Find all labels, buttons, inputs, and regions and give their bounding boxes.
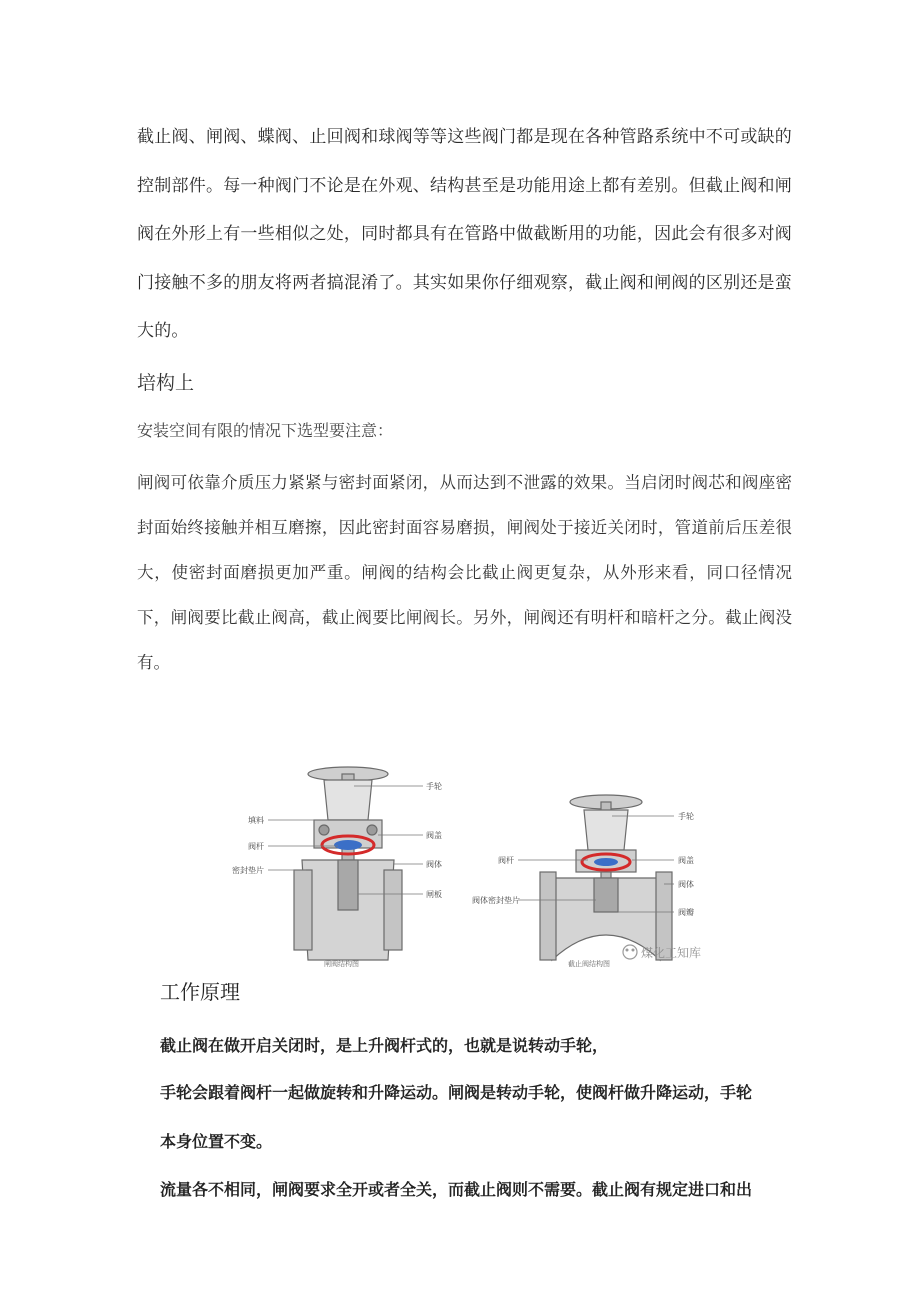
gate-valve-drawing <box>294 767 402 960</box>
work-principle-heading: 工作原理 <box>160 980 240 1004</box>
install-note: 安装空间有限的情况下选型要注意： <box>137 421 394 440</box>
gate-label-packing: 填料 <box>248 816 264 825</box>
gate-label-disc: 闸板 <box>426 890 442 899</box>
work-line-2: 手轮会跟着阀杆一起做旋转和升降运动。闸阀是转动手轮，使阀杆做升降运动，手轮 <box>160 1083 753 1102</box>
globe-label-disc-seal: 阀体密封垫片 <box>472 896 520 905</box>
valve-structure-figure <box>228 760 716 972</box>
globe-label-handwheel: 手轮 <box>678 812 694 821</box>
gate-label-bonnet: 阀盖 <box>426 831 442 840</box>
work-line-3: 本身位置不变。 <box>160 1132 273 1151</box>
gate-label-handwheel: 手轮 <box>426 782 442 791</box>
globe-caption: 截止阀结构图 <box>568 960 610 968</box>
gate-label-body: 阀体 <box>426 860 442 869</box>
valve-diagram-svg <box>228 760 716 972</box>
globe-valve-drawing <box>540 795 672 960</box>
gate-label-stem: 阀杆 <box>248 842 264 851</box>
structure-heading: 培构上 <box>137 372 195 394</box>
watermark-logo-icon <box>623 945 637 959</box>
work-line-4: 流量各不相同，闸阀要求全开或者全关，而截止阀则不需要。截止阀有规定进口和出 <box>160 1180 753 1199</box>
globe-label-bonnet: 阀盖 <box>678 856 694 865</box>
globe-label-disc: 阀瓣 <box>678 908 694 917</box>
watermark-text: 煤化工知库 <box>641 946 702 960</box>
globe-label-stem: 阀杆 <box>498 856 514 865</box>
gate-caption: 闸阀结构图 <box>324 960 359 968</box>
work-line-1: 截止阀在做开启关闭时，是上升阀杆式的，也就是说转动手轮， <box>160 1036 609 1055</box>
gate-label-seal-ring: 密封垫片 <box>232 866 264 875</box>
globe-label-body: 阀体 <box>678 880 694 889</box>
structure-paragraph: 闸阀可依靠介质压力紧紧与密封面紧闭，从而达到不泄露的效果。当启闭时阀芯和阀座密封面始终接触并相互磨擦，因此密封面容易磨损，闸阀处于接近关闭时，管道前后压差很大，使密封面磨损更加严重。闸阀的结构会比截止阀更复杂，从外形来看，同口径情况下，闸阀要比截止阀高，截止阀要比闸阀长。另外，闸阀还有明杆和暗杆之分。截止阀没有。 <box>137 473 792 672</box>
intro-paragraph: 截止阀、闸阀、蝶阀、止回阀和球阀等等这些阀门都是现在各种管路系统中不可或缺的控制部件。每一种阀门不论是在外观、结构甚至是功能用途上都有差别。但截止阀和闸阀在外形上有一些相似之处，同时都具有在管路中做截断用的功能，因此会有很多对阀门接触不多的朋友将两者搞混淆了。其实如果你仔细观察，截止阀和闸阀的区别还是蛮大的。 <box>137 127 792 341</box>
